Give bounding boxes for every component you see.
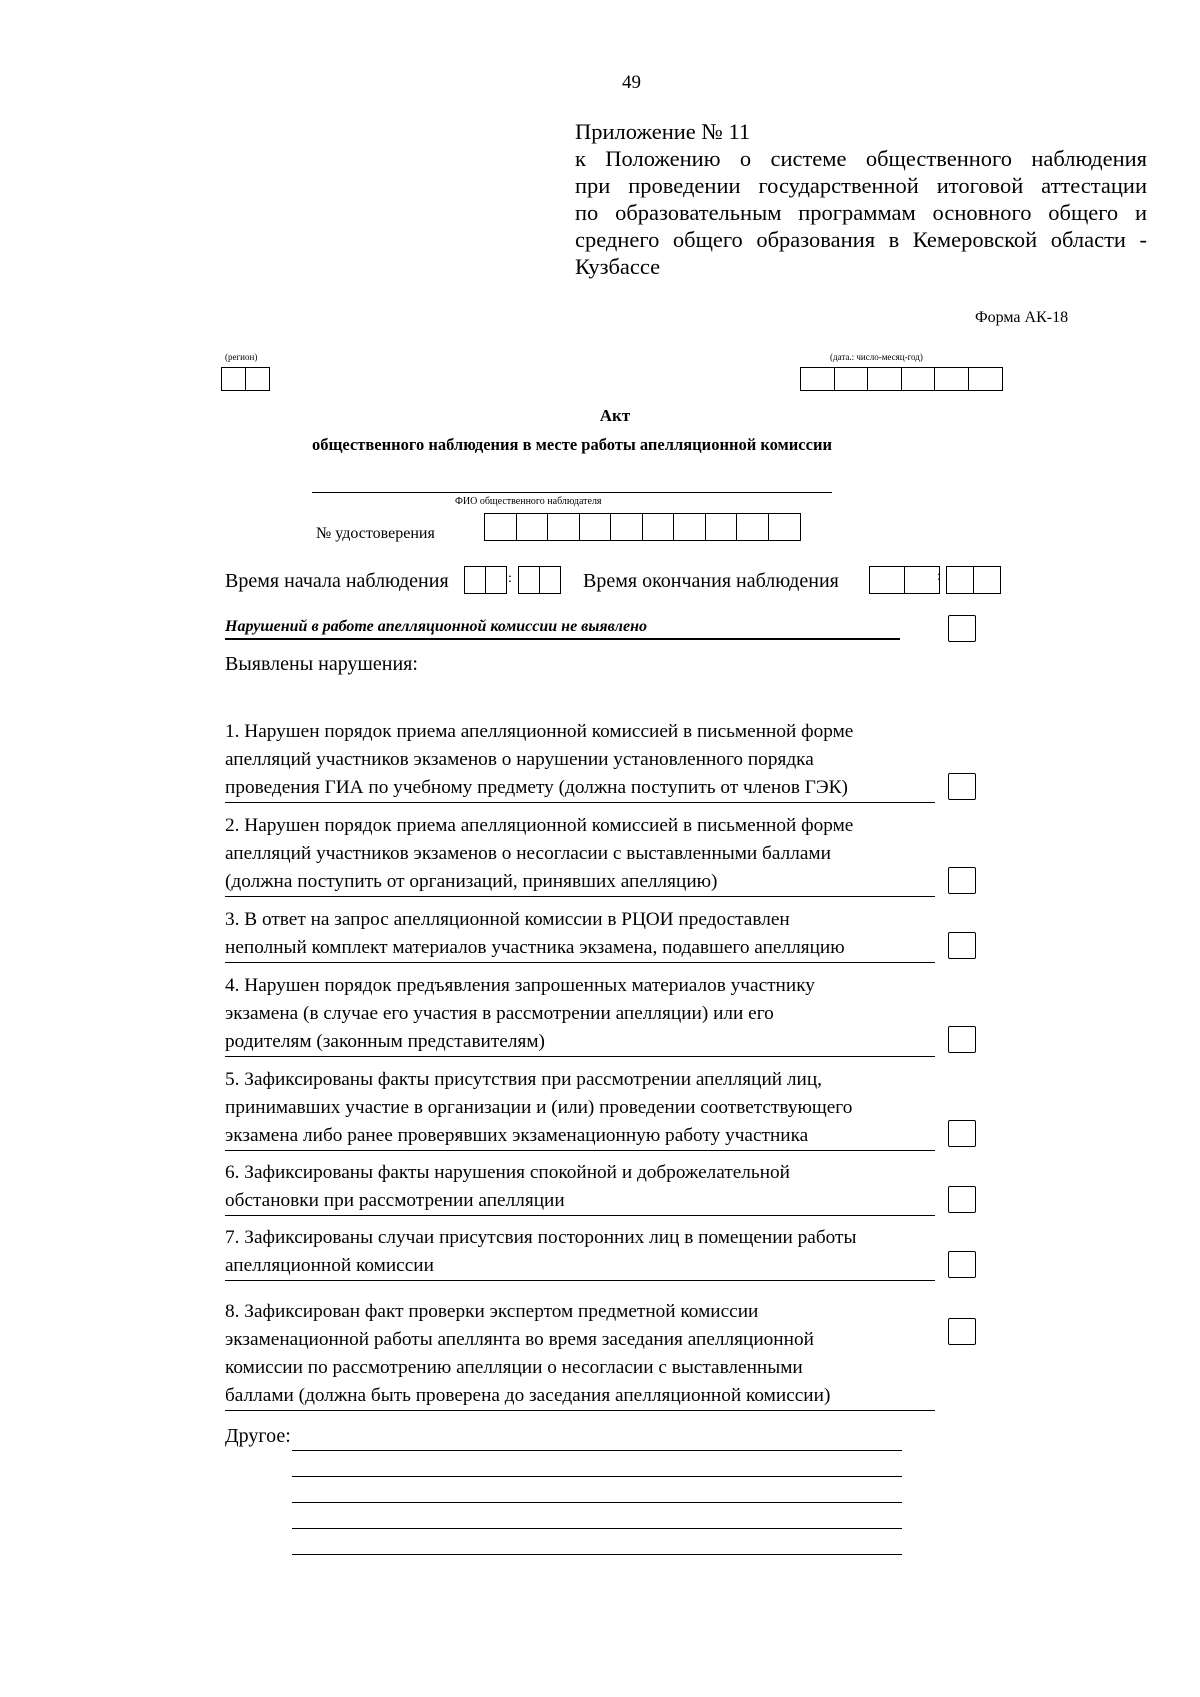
no-violations-label: Нарушений в работе апелляционной комиссии не выявлено	[225, 618, 900, 640]
violation-text-line: экзамена (в случае его участия в рассмотрении апелляции) или его	[225, 1003, 774, 1024]
violations-header: Выявлены нарушения:	[225, 653, 418, 675]
start-hours-field[interactable]	[464, 566, 507, 594]
end-hours-field[interactable]	[869, 566, 940, 594]
violation-text-line: обстановки при рассмотрении апелляции	[225, 1190, 565, 1211]
time-digit-box[interactable]	[869, 566, 905, 594]
violation-item-7	[225, 1224, 935, 1281]
no-violations-checkbox[interactable]	[948, 615, 976, 642]
violation-checkbox-2[interactable]	[948, 867, 976, 894]
time-start-label: Время начала наблюдения	[225, 570, 449, 592]
violation-text-line: проведения ГИА по учебному предмету (должна поступить от членов ГЭК)	[225, 777, 848, 798]
violation-item-8	[225, 1298, 935, 1411]
appendix-title: Приложение № 11	[575, 119, 751, 144]
appendix-line: к Положению о системе общественного наблюдения	[575, 146, 1147, 171]
end-minutes-field[interactable]	[946, 566, 1001, 594]
certificate-digit-box[interactable]	[642, 513, 675, 541]
time-digit-box[interactable]	[464, 566, 486, 594]
violation-text-line: 8. Зафиксирован факт проверки экспертом предметной комиссии	[225, 1301, 759, 1322]
date-caption: (дата.: число-месяц-год)	[830, 352, 923, 362]
violation-text-line: (должна поступить от организаций, принявших апелляцию)	[225, 871, 718, 892]
time-digit-box[interactable]	[973, 566, 1001, 594]
appendix-line: при проведении государственной итоговой аттестации	[575, 173, 1147, 198]
region-code-field[interactable]	[221, 367, 270, 391]
violation-text-line: родителям (законным представителям)	[225, 1031, 545, 1052]
certificate-number-field[interactable]	[484, 513, 801, 541]
certificate-digit-box[interactable]	[610, 513, 643, 541]
region-caption: (регион)	[225, 352, 258, 362]
time-separator: :	[508, 571, 512, 586]
certificate-digit-box[interactable]	[736, 513, 769, 541]
fio-caption: ФИО общественного наблюдателя	[455, 496, 602, 507]
certificate-digit-box[interactable]	[673, 513, 706, 541]
document-title: Акт	[599, 406, 631, 425]
violation-text-line: 5. Зафиксированы факты присутствия при рассмотрении апелляций лиц,	[225, 1069, 822, 1090]
certificate-label: № удостоверения	[316, 525, 435, 542]
time-digit-box[interactable]	[485, 566, 507, 594]
violation-checkbox-7[interactable]	[948, 1251, 976, 1278]
other-input-line[interactable]	[292, 1528, 902, 1529]
appendix-line: среднего общего образования в Кемеровской области -	[575, 227, 1147, 252]
time-separator: :	[937, 569, 941, 584]
certificate-digit-box[interactable]	[516, 513, 549, 541]
violation-text-line: 6. Зафиксированы факты нарушения спокойной и доброжелательной	[225, 1162, 791, 1183]
violation-item-4	[225, 972, 935, 1057]
certificate-digit-box[interactable]	[547, 513, 580, 541]
violation-text-line: 1. Нарушен порядок приема апелляционной комиссией в письменной форме	[225, 721, 854, 742]
appendix-line: Кузбассе	[575, 254, 661, 279]
start-minutes-field[interactable]	[518, 566, 561, 594]
violation-text-line: 2. Нарушен порядок приема апелляционной комиссией в письменной форме	[225, 815, 854, 836]
violation-checkbox-8[interactable]	[948, 1318, 976, 1345]
other-input-line[interactable]	[292, 1502, 902, 1503]
date-digit-box[interactable]	[800, 367, 835, 391]
violation-item-3	[225, 906, 935, 963]
time-end-label: Время окончания наблюдения	[583, 570, 839, 592]
date-field[interactable]	[800, 367, 1003, 391]
violation-item-2	[225, 812, 935, 897]
time-digit-box[interactable]	[946, 566, 974, 594]
violation-checkbox-5[interactable]	[948, 1120, 976, 1147]
other-input-line[interactable]	[292, 1476, 902, 1477]
violation-text-line: неполный комплект материалов участника экзамена, подавшего апелляцию	[225, 937, 845, 958]
certificate-digit-box[interactable]	[484, 513, 517, 541]
violation-checkbox-1[interactable]	[948, 773, 976, 800]
date-digit-box[interactable]	[834, 367, 869, 391]
date-digit-box[interactable]	[901, 367, 936, 391]
other-label: Другое:	[225, 1425, 291, 1447]
appendix-line: по образовательным программам основного общего и	[575, 200, 1147, 225]
appendix-block	[575, 118, 1147, 280]
fio-input-line[interactable]	[312, 492, 832, 493]
violation-text-line: 4. Нарушен порядок предъявления запрошенных материалов участнику	[225, 975, 815, 996]
violation-text-line: экзамена либо ранее проверявших экзаменационную работу участника	[225, 1125, 809, 1146]
date-digit-box[interactable]	[867, 367, 902, 391]
violation-item-5	[225, 1066, 935, 1151]
region-digit-box[interactable]	[221, 367, 246, 391]
violation-text-line: апелляций участников экзаменов о несогласии с выставленными баллами	[225, 843, 831, 864]
violation-text-line: 3. В ответ на запрос апелляционной комиссии в РЦОИ предоставлен	[225, 909, 790, 930]
other-input-line[interactable]	[292, 1450, 902, 1451]
time-digit-box[interactable]	[904, 566, 940, 594]
date-digit-box[interactable]	[968, 367, 1003, 391]
violation-text-line: комиссии по рассмотрению апелляции о несогласии с выставленными	[225, 1357, 803, 1378]
other-input-line[interactable]	[292, 1554, 902, 1555]
region-digit-box[interactable]	[245, 367, 270, 391]
certificate-digit-box[interactable]	[768, 513, 801, 541]
certificate-digit-box[interactable]	[579, 513, 612, 541]
time-digit-box[interactable]	[518, 566, 540, 594]
violation-checkbox-3[interactable]	[948, 932, 976, 959]
violation-text-line: апелляционной комиссии	[225, 1255, 434, 1276]
violation-item-6	[225, 1159, 935, 1216]
violation-text-line: баллами (должна быть проверена до заседания апелляционной комиссии)	[225, 1385, 831, 1406]
certificate-digit-box[interactable]	[705, 513, 738, 541]
violation-text-line: апелляций участников экзаменов о нарушении установленного порядка	[225, 749, 814, 770]
violation-text-line: 7. Зафиксированы случаи присутсвия посторонних лиц в помещении работы	[225, 1227, 857, 1248]
violation-checkbox-6[interactable]	[948, 1186, 976, 1213]
violation-text-line: экзаменационной работы апеллянта во время заседания апелляционной	[225, 1329, 814, 1350]
form-code: Форма АК-18	[975, 309, 1069, 326]
page-number: 49	[622, 72, 641, 93]
date-digit-box[interactable]	[934, 367, 969, 391]
violation-checkbox-4[interactable]	[948, 1026, 976, 1053]
violation-text-line: принимавших участие в организации и (или) проведении соответствующего	[225, 1097, 853, 1118]
time-digit-box[interactable]	[539, 566, 561, 594]
violation-item-1	[225, 718, 935, 803]
document-subtitle: общественного наблюдения в месте работы апелляционной комиссии	[312, 435, 832, 454]
